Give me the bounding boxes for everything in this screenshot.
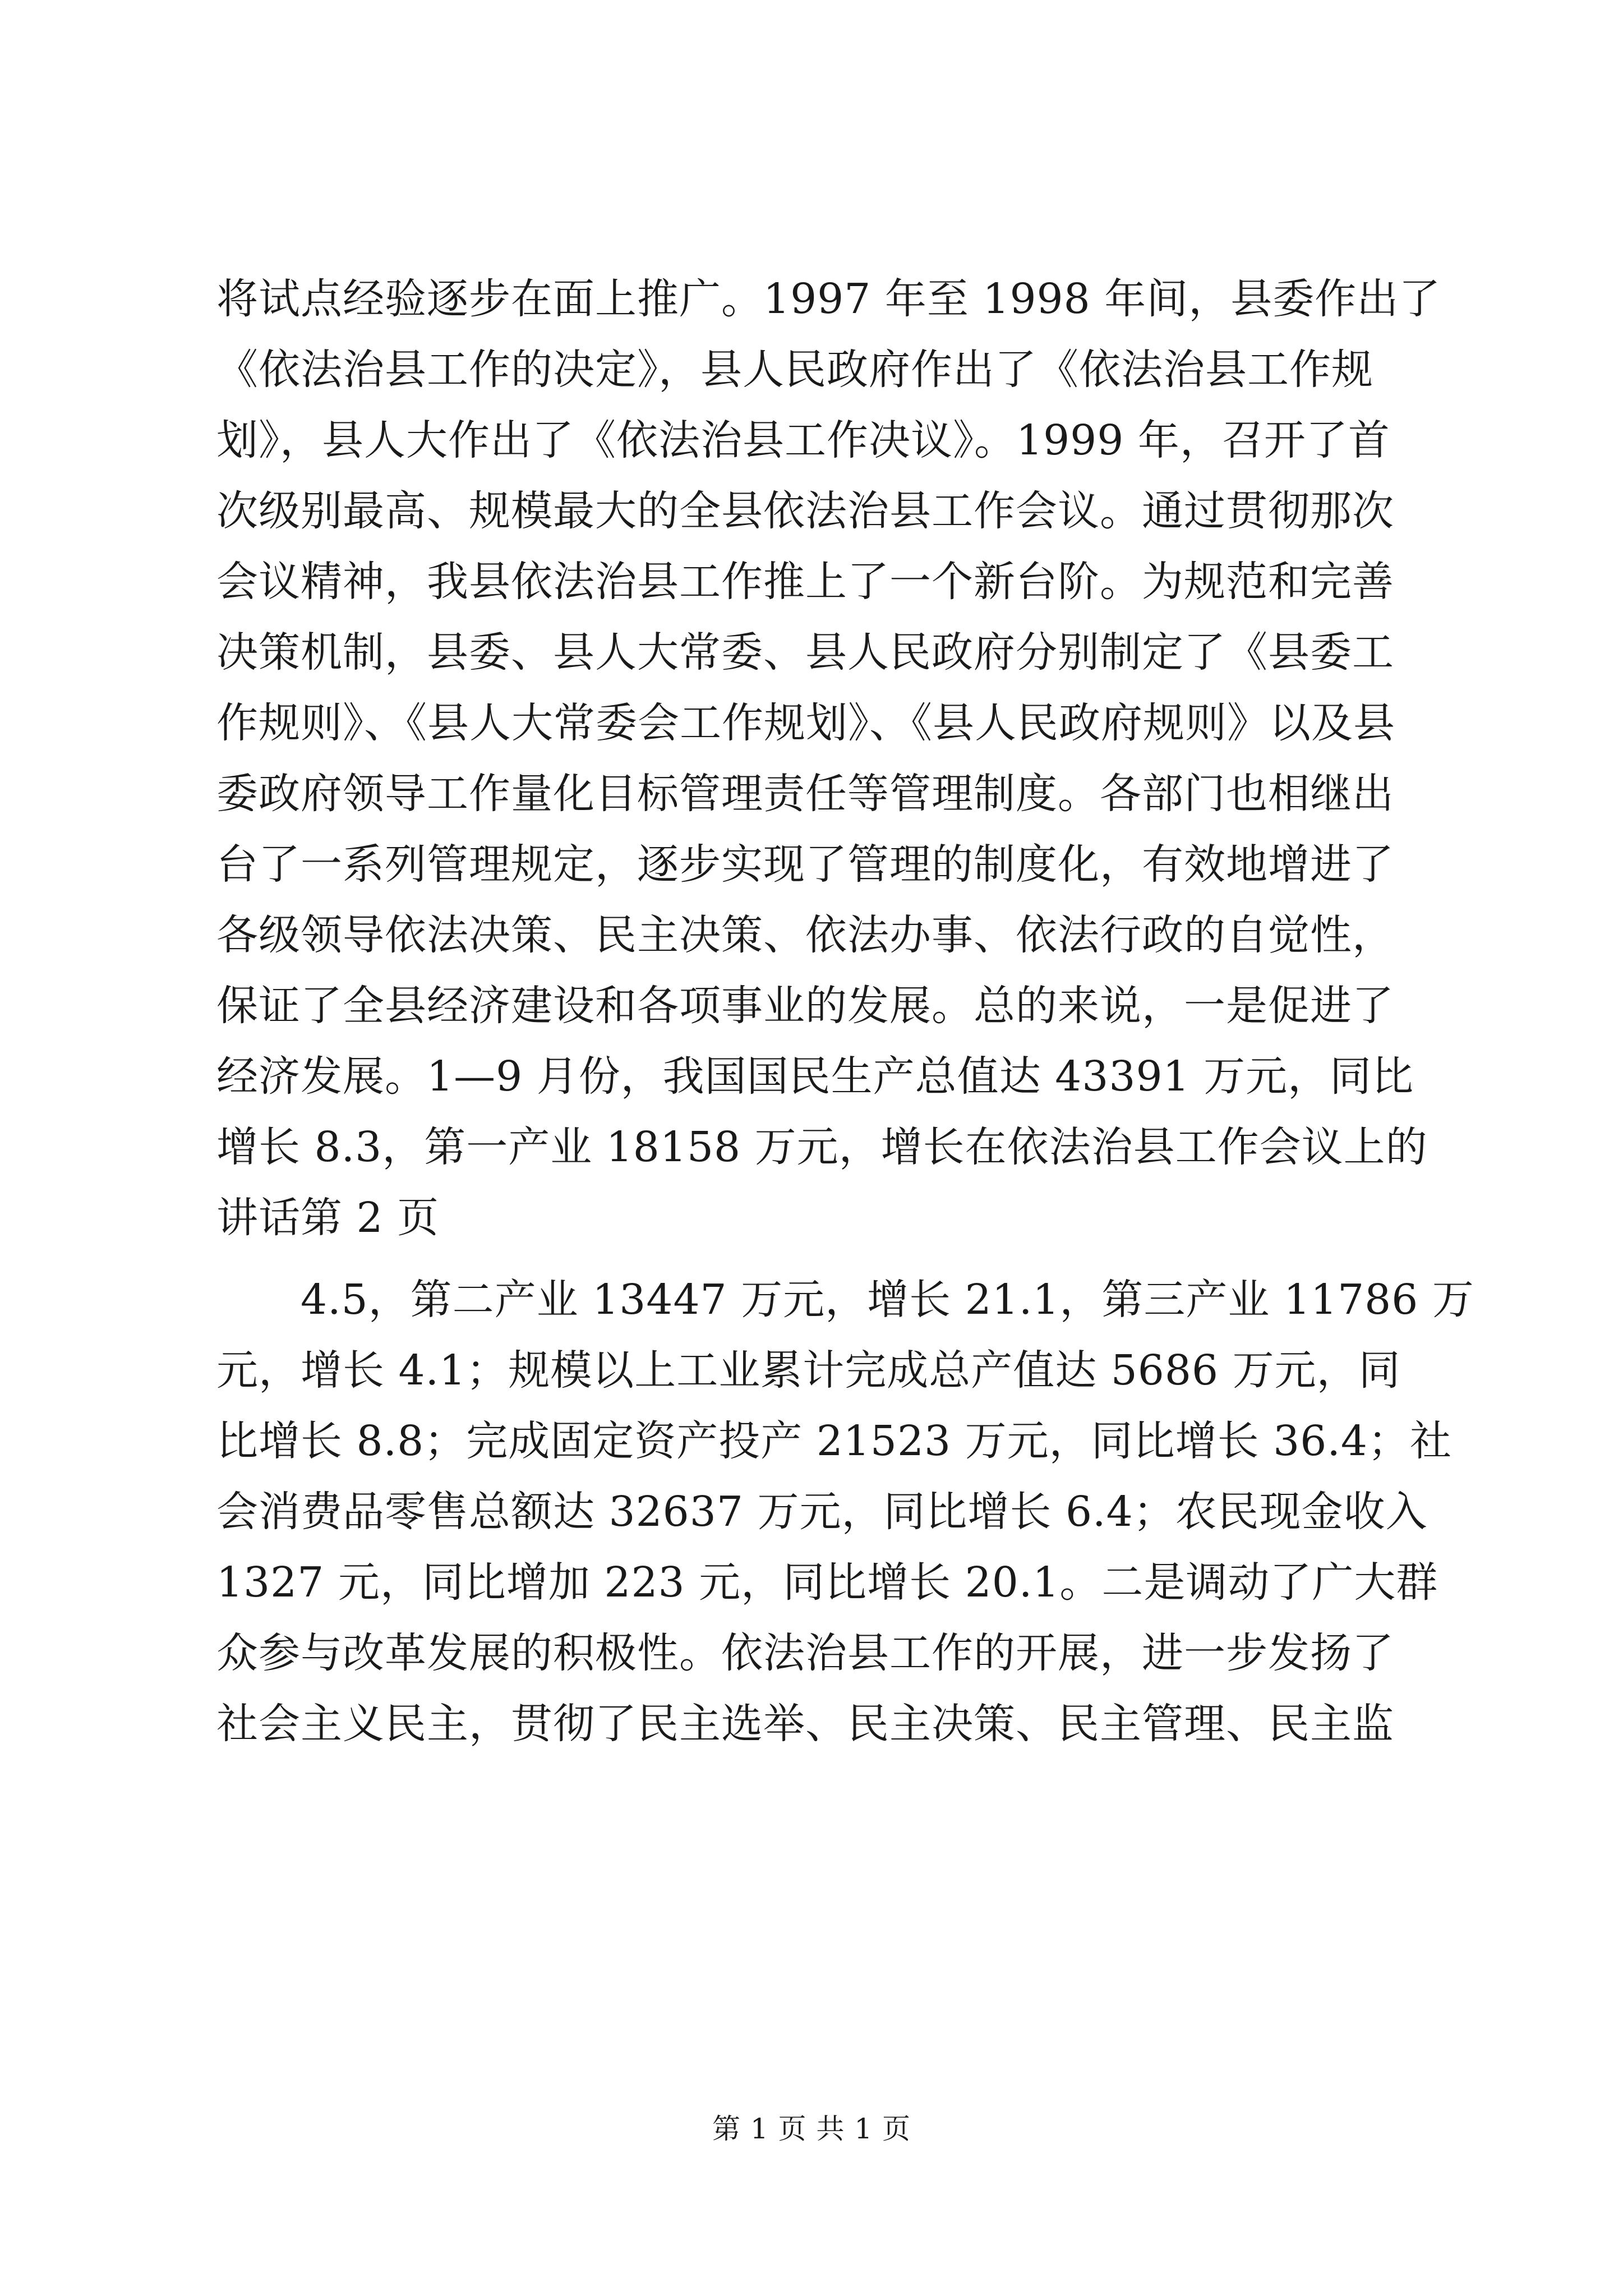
text-line: 委政府领导工作量化目标管理责任等管理制度。各部门也相继出 — [216, 770, 1394, 818]
paragraph-gap — [216, 1253, 1422, 1264]
text-line: 划》，县人大作出了《依法治县工作决议》。1999 年，召开了首 — [216, 416, 1390, 464]
text-line: 台了一系列管理规定，逐步实现了管理的制度化，有效地增进了 — [216, 840, 1394, 889]
page-footer — [0, 2112, 1623, 2146]
text-line: 决策机制，县委、县人大常委、县人民政府分别制定了《县委工 — [216, 628, 1394, 677]
text-line: 经济发展。1—9 月份，我国国民生产总值达 43391 万元，同比 — [216, 1052, 1414, 1101]
text-line: 众参与改革发展的积极性。依法治县工作的开展，进一步发扬了 — [216, 1629, 1394, 1677]
text-line: 将试点经验逐步在面上推广。1997 年至 1998 年间，县委作出了 — [216, 275, 1441, 323]
body-text — [216, 264, 1474, 1759]
text-line: 增长 8.3，第一产业 18158 万元，增长在依法治县工作会议上的 — [216, 1123, 1428, 1171]
text-line: 次级别最高、规模最大的全县依法治县工作会议。通过贯彻那次 — [216, 487, 1394, 535]
text-line: 1327 元，同比增加 223 元，同比增长 20.1。二是调动了广大群 — [216, 1558, 1438, 1607]
text-line: 会消费品零售总额达 32637 万元，同比增长 6.4；农民现金收入 — [216, 1488, 1428, 1536]
text-line: 4.5，第二产业 13447 万元，增长 21.1，第三产业 11786 万 — [301, 1276, 1474, 1324]
text-line: 元，增长 4.1；规模以上工业累计完成总产值达 5686 万元，同 — [216, 1346, 1401, 1395]
page-number-label: 第 1 页 共 1 页 — [712, 2113, 911, 2145]
text-line: 各级领导依法决策、民主决策、依法办事、依法行政的自觉性， — [216, 911, 1394, 959]
text-line: 讲话第 2 页 — [216, 1194, 440, 1242]
text-line: 《依法治县工作的决定》，县人民政府作出了《依法治县工作规 — [216, 346, 1373, 394]
text-line: 会议精神，我县依法治县工作推上了一个新台阶。为规范和完善 — [216, 558, 1394, 606]
text-line: 作规则》、《县人大常委会工作规划》、《县人民政府规则》以及县 — [216, 699, 1395, 747]
text-line: 保证了全县经济建设和各项事业的发展。总的来说，一是促进了 — [216, 982, 1394, 1030]
text-line: 比增长 8.8；完成固定资产投产 21523 万元，同比增长 36.4；社 — [216, 1417, 1452, 1465]
text-line: 社会主义民主，贯彻了民主选举、民主决策、民主管理、民主监 — [216, 1700, 1394, 1748]
